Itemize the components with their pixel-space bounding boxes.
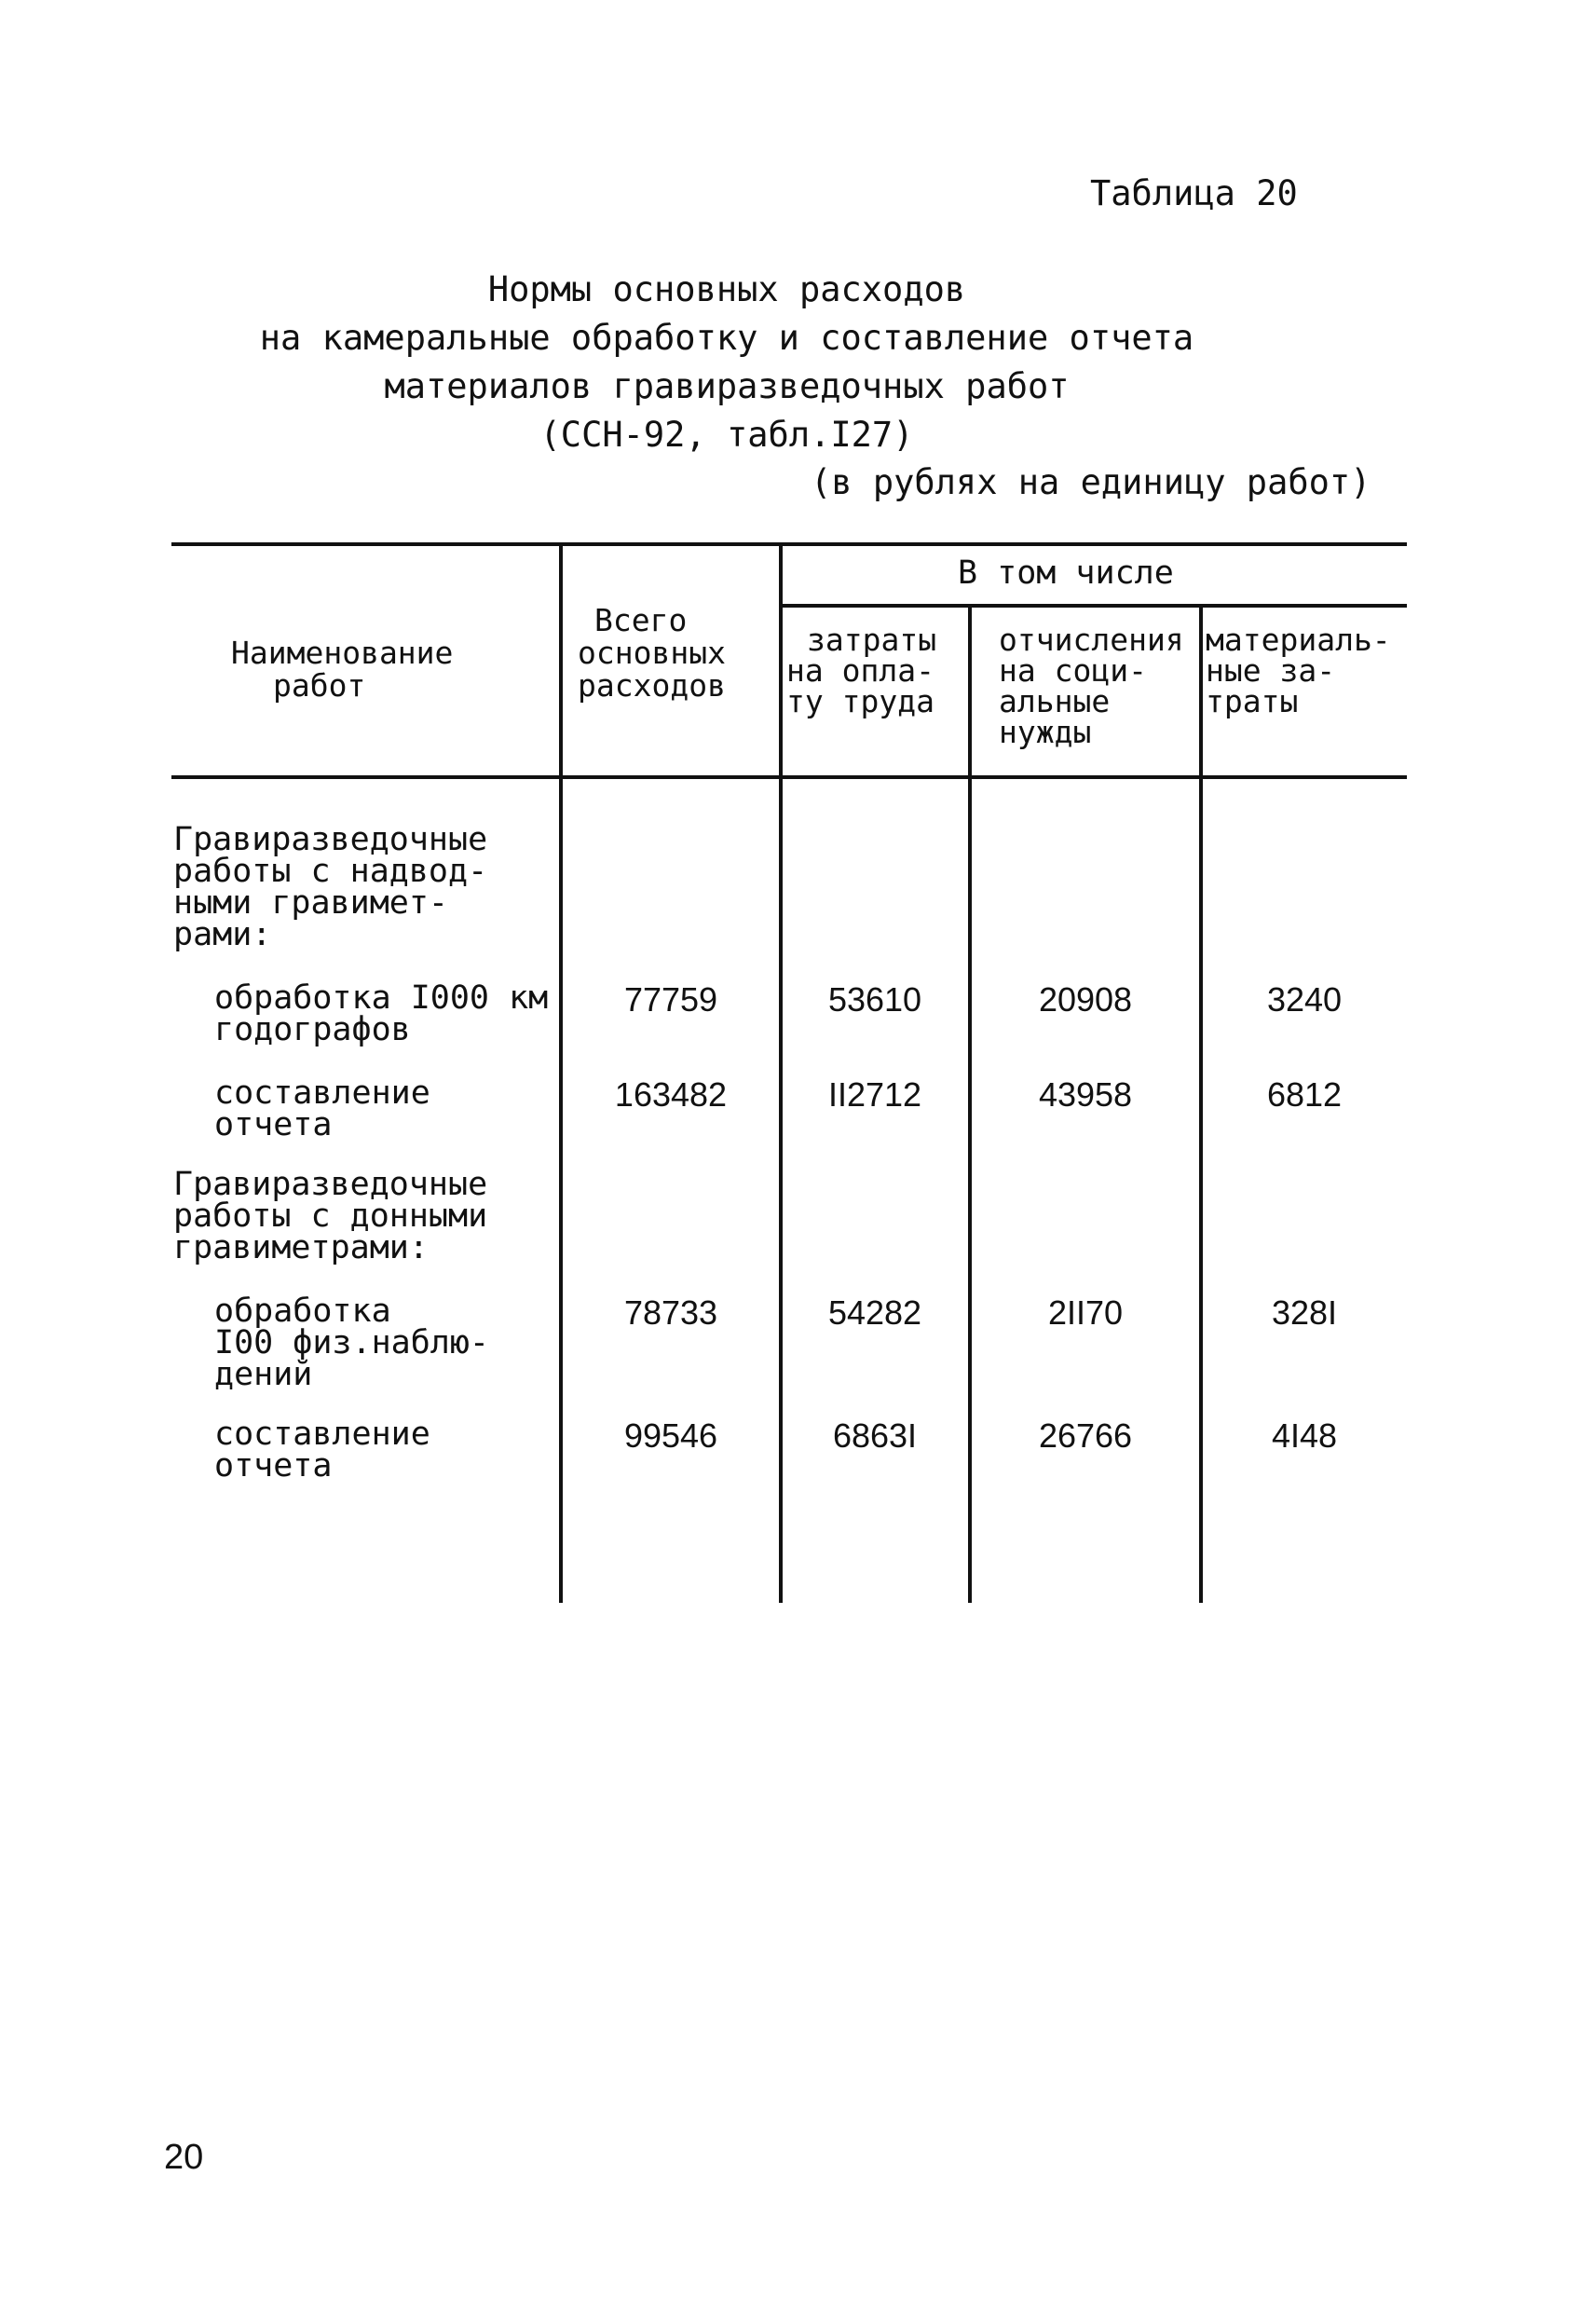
table-label: Таблица 20: [1090, 173, 1298, 213]
cell-total: 77759: [623, 980, 718, 1019]
cell-social: 20908: [1038, 980, 1133, 1019]
header-materials: материаль- ные за- траты: [1206, 622, 1391, 719]
header-bottom-rule: [171, 775, 1407, 779]
column-divider-3: [968, 604, 972, 1603]
cell-labor: 53610: [827, 980, 922, 1019]
title-line-3: материалов гравиразведочных работ: [384, 366, 1070, 406]
title-line-1: Нормы основных расходов: [487, 269, 966, 309]
page-number: 20: [164, 2138, 204, 2177]
header-group: В том числе: [958, 554, 1174, 592]
group-header-rule: [781, 604, 1407, 608]
cell-materials: 328I: [1271, 1293, 1338, 1332]
cell-total: 99546: [623, 1416, 718, 1455]
header-total: Всего основных расходов: [578, 602, 726, 704]
cell-total: 163482: [614, 1075, 728, 1114]
row-name: составление отчета: [214, 1416, 430, 1484]
title-line-4: (ССН-92, табл.I27): [539, 415, 914, 455]
header-social: отчисления на соци- альные нужды: [999, 622, 1184, 750]
section-title: Гравиразведочные работы с надвод- ными гравимет- рами:: [173, 821, 488, 953]
column-divider-1: [559, 542, 563, 1603]
row-name: обработка I00 физ.наблю- дений: [214, 1293, 490, 1393]
table-top-rule: [171, 542, 1407, 546]
units-note: (в рублях на единицу работ): [811, 462, 1371, 502]
column-divider-2: [779, 542, 783, 1603]
cell-social: 43958: [1038, 1075, 1133, 1114]
cell-total: 78733: [623, 1293, 718, 1332]
row-name: составление отчета: [214, 1074, 430, 1143]
cell-materials: 4I48: [1271, 1416, 1338, 1455]
title-line-2: на камеральные обработку и составление отчета: [259, 318, 1194, 358]
header-name: Наименование работ: [231, 635, 454, 704]
column-divider-4: [1199, 604, 1203, 1603]
row-name: обработка I000 км годографов: [214, 979, 549, 1048]
cell-labor: 6863I: [832, 1416, 918, 1455]
cell-materials: 6812: [1266, 1075, 1343, 1114]
cell-materials: 3240: [1266, 980, 1343, 1019]
cell-social: 26766: [1038, 1416, 1133, 1455]
cell-labor: II2712: [827, 1075, 922, 1114]
cell-labor: 54282: [827, 1293, 922, 1332]
header-labor: затраты на опла- ту труда: [786, 622, 937, 719]
section-title: Гравиразведочные работы с донными гравиметрами:: [173, 1166, 488, 1266]
cell-social: 2II70: [1047, 1293, 1124, 1332]
